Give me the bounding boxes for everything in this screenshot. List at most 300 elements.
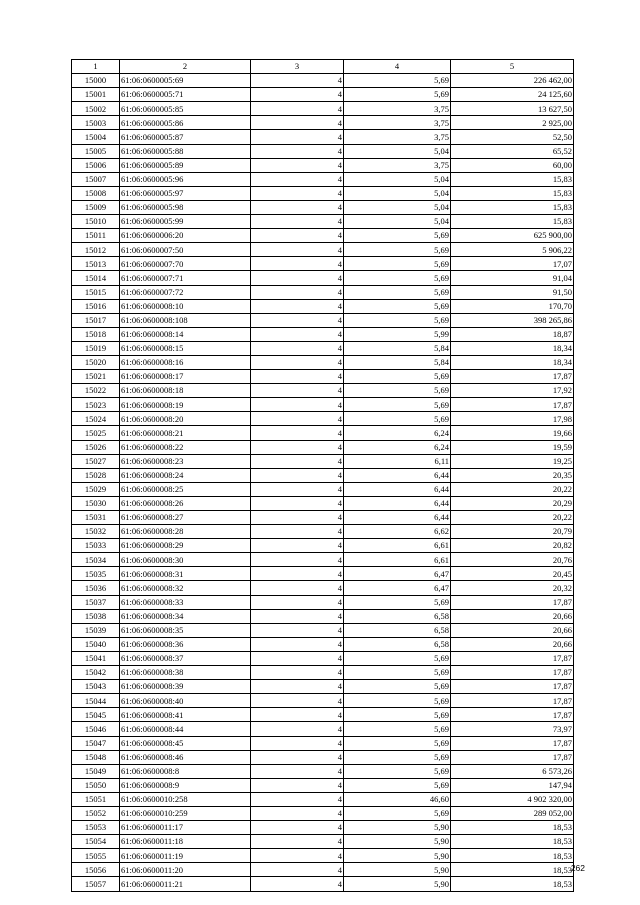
- column-5-cell: 18,53: [451, 835, 574, 849]
- column-4-cell: 5,04: [344, 200, 451, 214]
- column-5-cell: 17,98: [451, 412, 574, 426]
- column-5-cell: 19,59: [451, 440, 574, 454]
- column-5-cell: 20,76: [451, 553, 574, 567]
- column-5-cell: 20,32: [451, 581, 574, 595]
- cadastral-number-cell: 61:06:0600008:17: [120, 370, 251, 384]
- row-number-cell: 15054: [72, 835, 120, 849]
- table-row: [72, 158, 574, 172]
- table-row: [72, 806, 574, 820]
- column-3-cell: 4: [251, 511, 344, 525]
- table-row: [72, 341, 574, 355]
- column-5-cell: 6 573,26: [451, 764, 574, 778]
- row-number-cell: 15000: [72, 74, 120, 88]
- cadastral-number-cell: 61:06:0600008:29: [120, 539, 251, 553]
- row-number-cell: 15023: [72, 398, 120, 412]
- data-table: [71, 59, 574, 892]
- column-4-cell: 5,69: [344, 398, 451, 412]
- row-number-cell: 15012: [72, 243, 120, 257]
- column-3-cell: 4: [251, 623, 344, 637]
- column-5-cell: 17,87: [451, 595, 574, 609]
- cadastral-number-cell: 61:06:0600007:72: [120, 285, 251, 299]
- column-header-4: 4: [344, 60, 451, 74]
- column-3-cell: 4: [251, 398, 344, 412]
- cadastral-number-cell: 61:06:0600008:39: [120, 680, 251, 694]
- column-5-cell: 18,53: [451, 849, 574, 863]
- row-number-cell: 15034: [72, 553, 120, 567]
- column-5-cell: 17,87: [451, 666, 574, 680]
- column-4-cell: 6,44: [344, 482, 451, 496]
- row-number-cell: 15020: [72, 355, 120, 369]
- column-5-cell: 17,92: [451, 384, 574, 398]
- cadastral-number-cell: 61:06:0600007:71: [120, 271, 251, 285]
- column-4-cell: 6,11: [344, 454, 451, 468]
- column-4-cell: 5,99: [344, 327, 451, 341]
- column-4-cell: 6,44: [344, 468, 451, 482]
- column-3-cell: 4: [251, 243, 344, 257]
- column-4-cell: 5,69: [344, 764, 451, 778]
- cadastral-number-cell: 61:06:0600008:24: [120, 468, 251, 482]
- column-4-cell: 5,69: [344, 806, 451, 820]
- column-4-cell: 5,84: [344, 341, 451, 355]
- column-4-cell: 5,90: [344, 821, 451, 835]
- row-number-cell: 15021: [72, 370, 120, 384]
- column-3-cell: 4: [251, 355, 344, 369]
- row-number-cell: 15031: [72, 511, 120, 525]
- table-row: [72, 200, 574, 214]
- column-3-cell: 4: [251, 370, 344, 384]
- column-3-cell: 4: [251, 863, 344, 877]
- column-3-cell: 4: [251, 525, 344, 539]
- table-row: [72, 144, 574, 158]
- table-body: [72, 74, 574, 891]
- cadastral-number-cell: 61:06:0600008:34: [120, 609, 251, 623]
- column-5-cell: 15,83: [451, 172, 574, 186]
- row-number-cell: 15014: [72, 271, 120, 285]
- table-row: [72, 299, 574, 313]
- column-5-cell: 17,87: [451, 398, 574, 412]
- table-row: [72, 553, 574, 567]
- column-4-cell: 5,84: [344, 355, 451, 369]
- cadastral-number-cell: 61:06:0600008:10: [120, 299, 251, 313]
- row-number-cell: 15042: [72, 666, 120, 680]
- cadastral-number-cell: 61:06:0600008:23: [120, 454, 251, 468]
- cadastral-number-cell: 61:06:0600011:17: [120, 821, 251, 835]
- column-header-1: 1: [72, 60, 120, 74]
- column-4-cell: 6,58: [344, 609, 451, 623]
- row-number-cell: 15015: [72, 285, 120, 299]
- column-4-cell: 5,69: [344, 722, 451, 736]
- column-3-cell: 4: [251, 285, 344, 299]
- column-4-cell: 5,69: [344, 271, 451, 285]
- table-row: [72, 74, 574, 88]
- row-number-cell: 15007: [72, 172, 120, 186]
- row-number-cell: 15038: [72, 609, 120, 623]
- column-4-cell: 5,69: [344, 595, 451, 609]
- column-5-cell: 13 627,50: [451, 102, 574, 116]
- column-5-cell: 17,07: [451, 257, 574, 271]
- table-row: [72, 637, 574, 651]
- table-row: [72, 186, 574, 200]
- column-4-cell: 6,24: [344, 426, 451, 440]
- table-row: [72, 88, 574, 102]
- column-3-cell: 4: [251, 341, 344, 355]
- column-3-cell: 4: [251, 74, 344, 88]
- cadastral-number-cell: 61:06:0600005:88: [120, 144, 251, 158]
- column-4-cell: 5,69: [344, 74, 451, 88]
- cadastral-number-cell: 61:06:0600005:99: [120, 215, 251, 229]
- row-number-cell: 15051: [72, 792, 120, 806]
- table-row: [72, 130, 574, 144]
- column-5-cell: 52,50: [451, 130, 574, 144]
- column-4-cell: 5,04: [344, 215, 451, 229]
- column-5-cell: 18,87: [451, 327, 574, 341]
- cadastral-number-cell: 61:06:0600005:85: [120, 102, 251, 116]
- table-row: [72, 666, 574, 680]
- table-row: [72, 496, 574, 510]
- column-4-cell: 6,24: [344, 440, 451, 454]
- cadastral-number-cell: 61:06:0600011:18: [120, 835, 251, 849]
- row-number-cell: 15002: [72, 102, 120, 116]
- row-number-cell: 15035: [72, 567, 120, 581]
- row-number-cell: 15040: [72, 637, 120, 651]
- column-header-5: 5: [451, 60, 574, 74]
- column-3-cell: 4: [251, 130, 344, 144]
- row-number-cell: 15024: [72, 412, 120, 426]
- table-row: [72, 327, 574, 341]
- column-3-cell: 4: [251, 708, 344, 722]
- table-row: [72, 285, 574, 299]
- row-number-cell: 15036: [72, 581, 120, 595]
- column-4-cell: 6,62: [344, 525, 451, 539]
- column-4-cell: 5,69: [344, 651, 451, 665]
- cadastral-number-cell: 61:06:0600005:69: [120, 74, 251, 88]
- row-number-cell: 15030: [72, 496, 120, 510]
- column-4-cell: 5,90: [344, 849, 451, 863]
- row-number-cell: 15033: [72, 539, 120, 553]
- cadastral-number-cell: 61:06:0600007:50: [120, 243, 251, 257]
- column-5-cell: 19,66: [451, 426, 574, 440]
- table-row: [72, 271, 574, 285]
- column-5-cell: 18,53: [451, 863, 574, 877]
- column-3-cell: 4: [251, 778, 344, 792]
- cadastral-number-cell: 61:06:0600008:14: [120, 327, 251, 341]
- column-4-cell: 5,90: [344, 835, 451, 849]
- column-5-cell: 20,22: [451, 482, 574, 496]
- cadastral-number-cell: 61:06:0600008:31: [120, 567, 251, 581]
- column-3-cell: 4: [251, 440, 344, 454]
- row-number-cell: 15052: [72, 806, 120, 820]
- column-5-cell: 20,29: [451, 496, 574, 510]
- table-row: [72, 116, 574, 130]
- table-row: [72, 609, 574, 623]
- column-5-cell: 17,87: [451, 370, 574, 384]
- cadastral-number-cell: 61:06:0600008:37: [120, 651, 251, 665]
- row-number-cell: 15045: [72, 708, 120, 722]
- column-4-cell: 6,61: [344, 553, 451, 567]
- row-number-cell: 15009: [72, 200, 120, 214]
- column-4-cell: 5,04: [344, 186, 451, 200]
- table-row: [72, 792, 574, 806]
- column-3-cell: 4: [251, 821, 344, 835]
- row-number-cell: 15022: [72, 384, 120, 398]
- page-number: 262: [570, 863, 585, 873]
- column-5-cell: 15,83: [451, 200, 574, 214]
- cadastral-number-cell: 61:06:0600008:8: [120, 764, 251, 778]
- cadastral-number-cell: 61:06:0600008:45: [120, 736, 251, 750]
- column-4-cell: 5,69: [344, 257, 451, 271]
- column-3-cell: 4: [251, 468, 344, 482]
- cadastral-number-cell: 61:06:0600008:32: [120, 581, 251, 595]
- table-row: [72, 525, 574, 539]
- column-4-cell: 3,75: [344, 102, 451, 116]
- column-3-cell: 4: [251, 877, 344, 891]
- column-5-cell: 65,52: [451, 144, 574, 158]
- cadastral-number-cell: 61:06:0600008:46: [120, 750, 251, 764]
- table-row: [72, 877, 574, 891]
- cadastral-number-cell: 61:06:0600010:259: [120, 806, 251, 820]
- row-number-cell: 15011: [72, 229, 120, 243]
- cadastral-number-cell: 61:06:0600008:38: [120, 666, 251, 680]
- row-number-cell: 15004: [72, 130, 120, 144]
- column-3-cell: 4: [251, 609, 344, 623]
- cadastral-number-cell: 61:06:0600008:33: [120, 595, 251, 609]
- row-number-cell: 15049: [72, 764, 120, 778]
- column-5-cell: 20,66: [451, 609, 574, 623]
- row-number-cell: 15037: [72, 595, 120, 609]
- row-number-cell: 15043: [72, 680, 120, 694]
- cadastral-number-cell: 61:06:0600005:89: [120, 158, 251, 172]
- table-row: [72, 370, 574, 384]
- column-3-cell: 4: [251, 764, 344, 778]
- column-5-cell: 18,53: [451, 821, 574, 835]
- column-4-cell: 5,69: [344, 750, 451, 764]
- column-4-cell: 6,58: [344, 623, 451, 637]
- column-5-cell: 20,45: [451, 567, 574, 581]
- column-3-cell: 4: [251, 186, 344, 200]
- table-row: [72, 764, 574, 778]
- cadastral-number-cell: 61:06:0600008:22: [120, 440, 251, 454]
- column-5-cell: 17,87: [451, 651, 574, 665]
- cadastral-number-cell: 61:06:0600005:71: [120, 88, 251, 102]
- column-3-cell: 4: [251, 595, 344, 609]
- table-row: [72, 849, 574, 863]
- column-3-cell: 4: [251, 750, 344, 764]
- row-number-cell: 15013: [72, 257, 120, 271]
- column-5-cell: 170,70: [451, 299, 574, 313]
- column-3-cell: 4: [251, 680, 344, 694]
- column-3-cell: 4: [251, 581, 344, 595]
- column-4-cell: 5,69: [344, 299, 451, 313]
- column-5-cell: 147,94: [451, 778, 574, 792]
- column-5-cell: 18,53: [451, 877, 574, 891]
- table-row: [72, 511, 574, 525]
- table-row: [72, 623, 574, 637]
- column-4-cell: 5,04: [344, 172, 451, 186]
- row-number-cell: 15006: [72, 158, 120, 172]
- row-number-cell: 15044: [72, 694, 120, 708]
- column-5-cell: 20,82: [451, 539, 574, 553]
- column-5-cell: 19,25: [451, 454, 574, 468]
- column-4-cell: 3,75: [344, 130, 451, 144]
- column-5-cell: 20,66: [451, 637, 574, 651]
- column-3-cell: 4: [251, 271, 344, 285]
- column-3-cell: 4: [251, 299, 344, 313]
- column-3-cell: 4: [251, 384, 344, 398]
- table-row: [72, 257, 574, 271]
- table-row: [72, 313, 574, 327]
- cadastral-number-cell: 61:06:0600008:15: [120, 341, 251, 355]
- row-number-cell: 15056: [72, 863, 120, 877]
- table-row: [72, 482, 574, 496]
- column-5-cell: 15,83: [451, 186, 574, 200]
- table-row: [72, 412, 574, 426]
- table-row: [72, 651, 574, 665]
- cadastral-number-cell: 61:06:0600005:87: [120, 130, 251, 144]
- column-4-cell: 6,47: [344, 567, 451, 581]
- column-4-cell: 5,69: [344, 313, 451, 327]
- table-row: [72, 778, 574, 792]
- column-5-cell: 20,22: [451, 511, 574, 525]
- column-3-cell: 4: [251, 200, 344, 214]
- row-number-cell: 15039: [72, 623, 120, 637]
- row-number-cell: 15032: [72, 525, 120, 539]
- column-5-cell: 289 052,00: [451, 806, 574, 820]
- column-3-cell: 4: [251, 806, 344, 820]
- column-4-cell: 5,69: [344, 229, 451, 243]
- row-number-cell: 15016: [72, 299, 120, 313]
- column-4-cell: 5,69: [344, 736, 451, 750]
- column-3-cell: 4: [251, 792, 344, 806]
- column-3-cell: 4: [251, 849, 344, 863]
- column-4-cell: 3,75: [344, 158, 451, 172]
- column-3-cell: 4: [251, 88, 344, 102]
- column-4-cell: 5,69: [344, 412, 451, 426]
- table-row: [72, 468, 574, 482]
- column-4-cell: 5,69: [344, 88, 451, 102]
- table-row: [72, 708, 574, 722]
- cadastral-number-cell: 61:06:0600011:19: [120, 849, 251, 863]
- row-number-cell: 15055: [72, 849, 120, 863]
- column-3-cell: 4: [251, 229, 344, 243]
- column-4-cell: 5,69: [344, 243, 451, 257]
- column-3-cell: 4: [251, 637, 344, 651]
- column-5-cell: 18,34: [451, 341, 574, 355]
- cadastral-number-cell: 61:06:0600008:30: [120, 553, 251, 567]
- column-4-cell: 5,69: [344, 384, 451, 398]
- row-number-cell: 15029: [72, 482, 120, 496]
- table-row: [72, 229, 574, 243]
- cadastral-number-cell: 61:06:0600011:21: [120, 877, 251, 891]
- column-3-cell: 4: [251, 482, 344, 496]
- table-row: [72, 102, 574, 116]
- table-row: [72, 215, 574, 229]
- cadastral-number-cell: 61:06:0600006:20: [120, 229, 251, 243]
- column-4-cell: 5,69: [344, 778, 451, 792]
- column-3-cell: 4: [251, 666, 344, 680]
- column-4-cell: 5,69: [344, 680, 451, 694]
- column-3-cell: 4: [251, 412, 344, 426]
- column-5-cell: 73,97: [451, 722, 574, 736]
- column-5-cell: 91,50: [451, 285, 574, 299]
- column-4-cell: 6,47: [344, 581, 451, 595]
- table-row: [72, 863, 574, 877]
- column-4-cell: 46,60: [344, 792, 451, 806]
- table-row: [72, 567, 574, 581]
- column-3-cell: 4: [251, 327, 344, 341]
- column-5-cell: 15,83: [451, 215, 574, 229]
- cadastral-number-cell: 61:06:0600008:41: [120, 708, 251, 722]
- table-row: [72, 454, 574, 468]
- cadastral-number-cell: 61:06:0600008:28: [120, 525, 251, 539]
- table-row: [72, 750, 574, 764]
- column-3-cell: 4: [251, 454, 344, 468]
- column-5-cell: 17,87: [451, 736, 574, 750]
- table-row: [72, 355, 574, 369]
- column-4-cell: 5,04: [344, 144, 451, 158]
- cadastral-number-cell: 61:06:0600008:18: [120, 384, 251, 398]
- column-3-cell: 4: [251, 496, 344, 510]
- column-3-cell: 4: [251, 102, 344, 116]
- column-5-cell: 5 906,22: [451, 243, 574, 257]
- row-number-cell: 15019: [72, 341, 120, 355]
- cadastral-number-cell: 61:06:0600005:86: [120, 116, 251, 130]
- column-5-cell: 17,87: [451, 708, 574, 722]
- column-4-cell: 6,61: [344, 539, 451, 553]
- cadastral-number-cell: 61:06:0600008:44: [120, 722, 251, 736]
- cadastral-number-cell: 61:06:0600005:96: [120, 172, 251, 186]
- cadastral-number-cell: 61:06:0600008:20: [120, 412, 251, 426]
- row-number-cell: 15001: [72, 88, 120, 102]
- row-number-cell: 15003: [72, 116, 120, 130]
- table-row: [72, 384, 574, 398]
- table-row: [72, 694, 574, 708]
- column-3-cell: 4: [251, 158, 344, 172]
- cadastral-number-cell: 61:06:0600008:40: [120, 694, 251, 708]
- row-number-cell: 15048: [72, 750, 120, 764]
- row-number-cell: 15057: [72, 877, 120, 891]
- table-row: [72, 680, 574, 694]
- row-number-cell: 15017: [72, 313, 120, 327]
- column-4-cell: 5,69: [344, 370, 451, 384]
- column-header-3: 3: [251, 60, 344, 74]
- row-number-cell: 15005: [72, 144, 120, 158]
- table-row: [72, 539, 574, 553]
- column-4-cell: 3,75: [344, 116, 451, 130]
- row-number-cell: 15008: [72, 186, 120, 200]
- column-5-cell: 2 925,00: [451, 116, 574, 130]
- column-4-cell: 5,69: [344, 708, 451, 722]
- row-number-cell: 15028: [72, 468, 120, 482]
- cadastral-number-cell: 61:06:0600008:26: [120, 496, 251, 510]
- table-row: [72, 243, 574, 257]
- row-number-cell: 15046: [72, 722, 120, 736]
- column-5-cell: 4 902 320,00: [451, 792, 574, 806]
- column-5-cell: 18,34: [451, 355, 574, 369]
- row-number-cell: 15010: [72, 215, 120, 229]
- table-row: [72, 736, 574, 750]
- column-5-cell: 24 125,60: [451, 88, 574, 102]
- table-row: [72, 581, 574, 595]
- column-4-cell: 6,44: [344, 496, 451, 510]
- column-5-cell: 226 462,00: [451, 74, 574, 88]
- column-3-cell: 4: [251, 694, 344, 708]
- column-header-2: 2: [120, 60, 251, 74]
- column-5-cell: 17,87: [451, 694, 574, 708]
- column-4-cell: 5,69: [344, 285, 451, 299]
- column-4-cell: 5,90: [344, 863, 451, 877]
- row-number-cell: 15018: [72, 327, 120, 341]
- column-5-cell: 20,35: [451, 468, 574, 482]
